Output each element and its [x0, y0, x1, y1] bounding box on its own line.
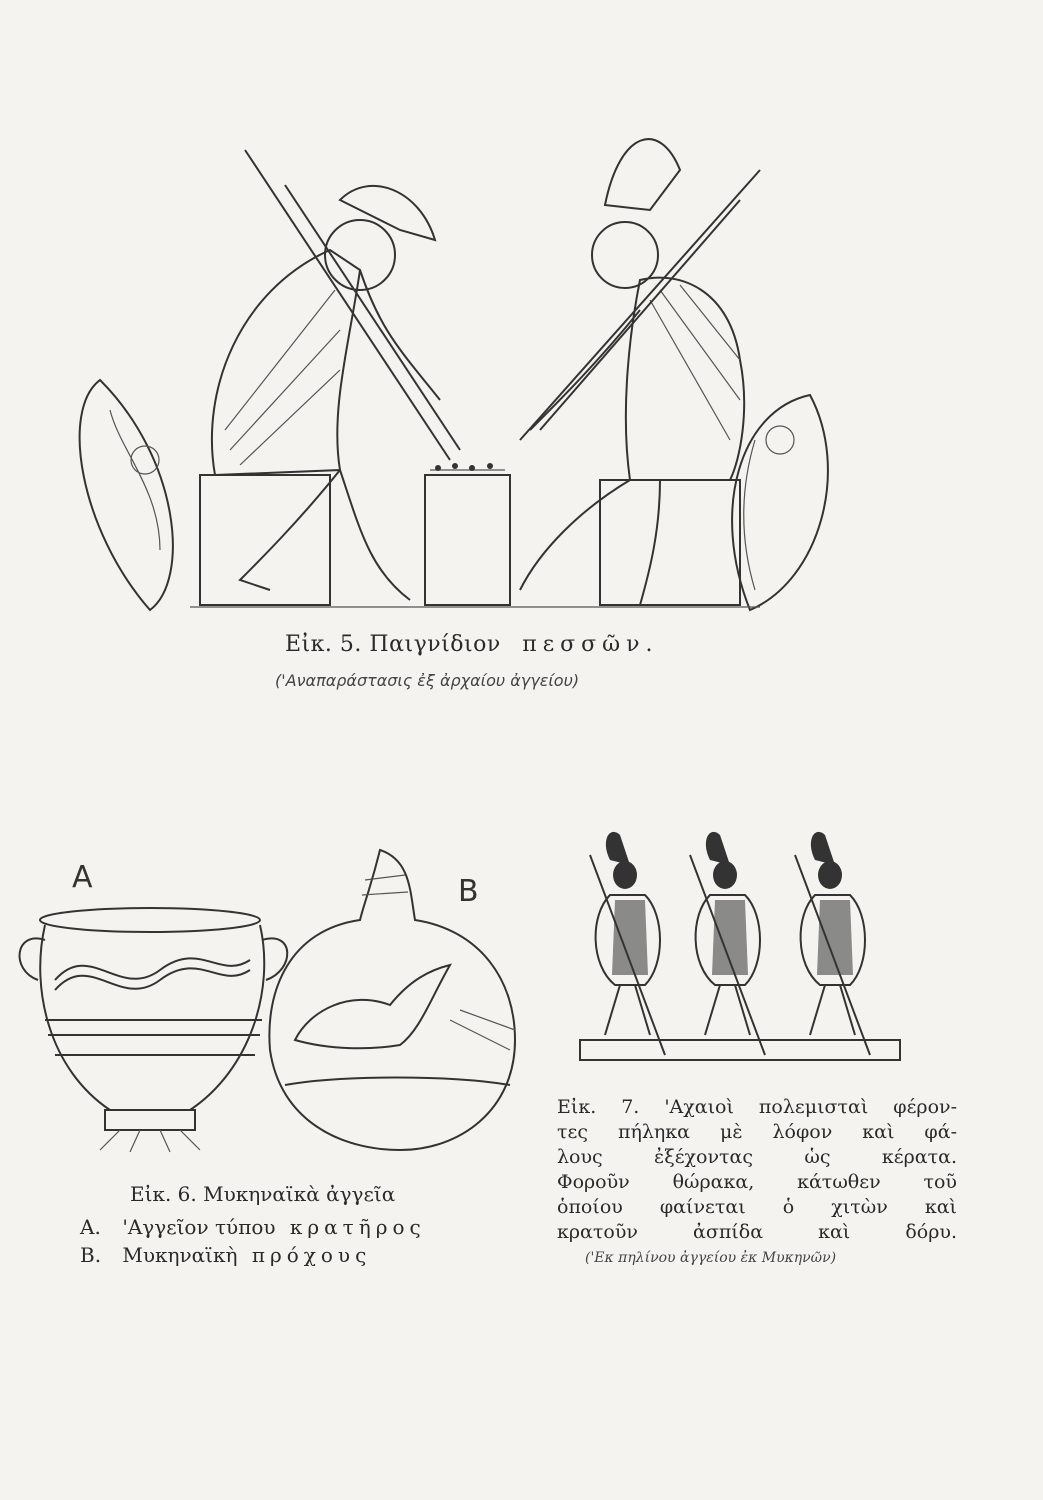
figure-7-caption: [557, 1095, 957, 1245]
figure-6-item-b: [80, 1243, 371, 1267]
figure-6-item-b-text: Μυκηναϊκὴ: [122, 1243, 238, 1267]
warrior-figure-2: [690, 832, 765, 1055]
figure-5-title-main: Παιγνίδιον: [369, 632, 501, 657]
figure-6-item-a-label: A.: [80, 1215, 101, 1239]
figure-7-caption-line: κρατοῦν ἀσπίδα καὶ δόρυ.: [557, 1221, 957, 1243]
achaean-warriors-illustration: [570, 815, 910, 1075]
figure-6-item-b-label: B.: [80, 1243, 102, 1267]
figure-7-caption-line: ὁποίου φαίνεται ὁ χιτὼν καὶ: [557, 1196, 957, 1218]
figure-5-title-prefix: Εἰκ. 5.: [285, 632, 362, 657]
figure-6-title: Εἰκ. 6. Μυκηναϊκὰ ἀγγεῖα: [130, 1182, 396, 1206]
figure-5-source: ('Αναπαράστασις ἐξ ἀρχαίου ἀγγείου): [275, 671, 580, 690]
mycenaean-vessels-illustration: [10, 830, 530, 1160]
warrior-figure-3: [795, 832, 870, 1055]
figure-7-source: ('Εκ πηλίνου ἀγγείου ἐκ Μυκηνῶν): [585, 1250, 837, 1266]
warrior-figure-1: [590, 832, 665, 1055]
warriors-board-game-illustration: [40, 110, 880, 630]
figure-6-panel-a-label: A: [72, 860, 93, 895]
figure-6-item-b-spaced: πρόχους: [251, 1243, 372, 1267]
figure-6-item-a-spaced: κρατῆρος: [289, 1215, 426, 1239]
figure-7-caption-line: λους ἐξέχοντας ὡς κέρατα.: [557, 1146, 957, 1168]
figure-5-title: [285, 632, 658, 657]
figure-6-panel-b-label: B: [458, 874, 479, 909]
figure-7-caption-line: τες πήληκα μὲ λόφον καὶ φά-: [557, 1121, 957, 1143]
figure-7-caption-line: Εἰκ. 7. 'Αχαιοὶ πολεμισταὶ φέρον-: [557, 1096, 957, 1118]
figure-6-item-a: [80, 1215, 426, 1239]
figure-7-caption-line: Φοροῦν θώρακα, κάτωθεν τοῦ: [557, 1171, 957, 1193]
figure-6-item-a-text: 'Αγγεῖον τύπου: [122, 1215, 276, 1239]
figure-5-title-spaced: πεσσῶν.: [522, 632, 659, 657]
